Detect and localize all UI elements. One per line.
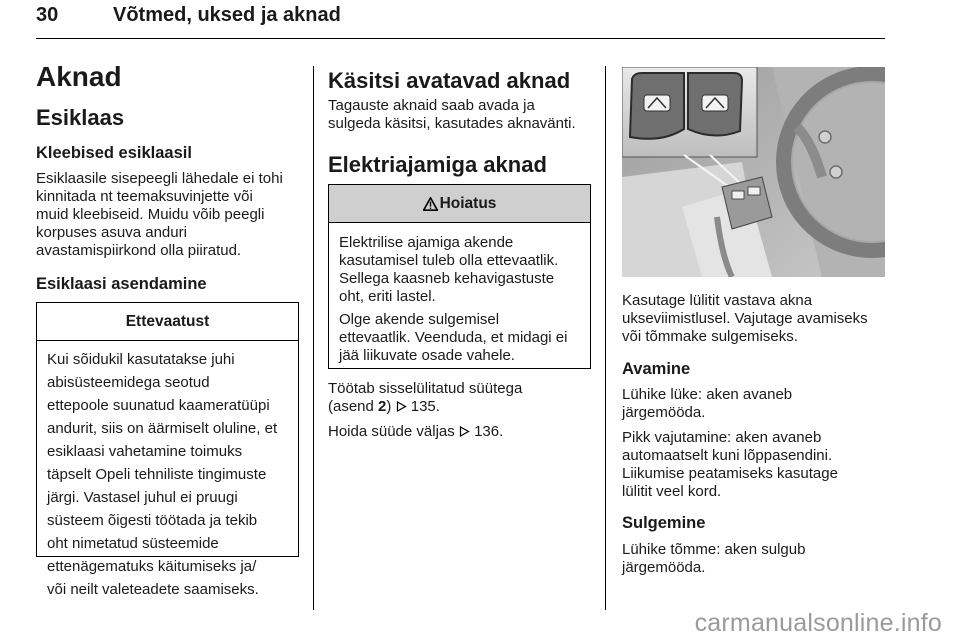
column-divider-1 bbox=[313, 66, 314, 610]
photo-caption bbox=[622, 292, 892, 346]
caution-box bbox=[36, 302, 299, 598]
text-line: täpselt Opeli tehniliste tingimuste bbox=[47, 466, 267, 483]
warning-paragraph-1 bbox=[339, 234, 580, 306]
text-line: Tagauste aknaid saab avada ja bbox=[328, 97, 535, 114]
warning-box-title: Hoiatus bbox=[439, 194, 497, 212]
text-line: abisüsteemidega seotud bbox=[47, 374, 210, 391]
text-line: Lühike tõmme: aken sulgub bbox=[622, 541, 806, 558]
warning-paragraph-2 bbox=[339, 311, 580, 365]
text-line: järgemööda. bbox=[622, 404, 706, 421]
text-line: Esiklaasile sisepeegli lähedale ei tohi bbox=[36, 170, 283, 187]
paragraph-manual-windows bbox=[328, 97, 598, 133]
text-line: andurit, siis on äärmiselt oluline, et bbox=[47, 420, 278, 437]
text-line: Pikk vajutamine: aken avaneb bbox=[622, 429, 822, 446]
running-head: Võtmed, uksed ja aknad bbox=[113, 4, 341, 26]
text-line: Kui sõidukil kasutatakse juhi bbox=[47, 351, 235, 368]
caution-box-title: Ettevaatust bbox=[37, 303, 298, 341]
text-line: esiklaasi vahetamine toimuks bbox=[47, 443, 243, 460]
warning-box bbox=[328, 184, 591, 369]
text-line: korpuses asuva anduri bbox=[36, 224, 187, 241]
text-line: lülitit veel kord. bbox=[622, 483, 722, 500]
warning-triangle-icon bbox=[423, 197, 438, 211]
subheading-opening: Avamine bbox=[622, 360, 691, 378]
text-line: Olge akende sulgemisel bbox=[339, 311, 500, 328]
text-line: ettenägematuks käitumiseks ja/ bbox=[47, 558, 257, 575]
section-heading-manual-windows: Käsitsi avatavad aknad bbox=[328, 68, 571, 93]
text-line: Liikumise peatamiseks kasutage bbox=[622, 465, 838, 482]
paragraph-ignition-off bbox=[328, 423, 598, 441]
text-line: kinnitada nt teemaksuvinjette või bbox=[36, 188, 253, 205]
ignition-position: 2 bbox=[378, 398, 387, 415]
text-line: ettevaatlik. Veenduda, et midagi ei bbox=[339, 329, 568, 346]
text-line: Sellega kaasneb kehavigastuste bbox=[339, 270, 555, 287]
text-line: ukseviimistlusel. Vajutage avamiseks bbox=[622, 310, 868, 327]
text-fragment: (asend bbox=[328, 398, 379, 415]
watermark: carmanualsonline.info bbox=[694, 609, 942, 637]
text-fragment: ) bbox=[386, 398, 396, 415]
text-line: avastamispiirkond olla piiratud. bbox=[36, 242, 242, 259]
header-rule bbox=[36, 38, 885, 39]
text-line: muid kleebiseid. Muidu võib peegli bbox=[36, 206, 265, 223]
text-line: või neilt valeteadete saamiseks. bbox=[47, 581, 259, 598]
page-title: Aknad bbox=[36, 61, 122, 92]
text-line: järgi. Vastasel juhul ei pruugi bbox=[47, 489, 238, 506]
text-line: automaatselt kuni lõppasendini. bbox=[622, 447, 833, 464]
window-switch-photo bbox=[622, 67, 885, 277]
page-reference-link[interactable]: 135. bbox=[406, 398, 440, 415]
text-line: Töötab sisselülitatud süütega bbox=[328, 380, 523, 397]
subheading-windscreen-replacement: Esiklaasi asendamine bbox=[36, 275, 207, 293]
page-reference-link[interactable]: 136. bbox=[469, 423, 504, 440]
text-line: kasutamisel tuleb olla ettevaatlik. bbox=[339, 252, 559, 269]
caution-box-body bbox=[37, 341, 298, 599]
page-reference-arrow-icon bbox=[459, 424, 470, 439]
text-line: Elektrilise ajamiga akende bbox=[339, 234, 514, 251]
paragraph-closing bbox=[622, 541, 892, 577]
text-line: Lühike lüke: aken avaneb bbox=[622, 386, 793, 403]
paragraph-opening-short bbox=[622, 386, 892, 422]
paragraph-stickers bbox=[36, 170, 306, 260]
warning-box-header bbox=[329, 185, 590, 223]
subheading-closing: Sulgemine bbox=[622, 514, 706, 532]
section-heading-windscreen: Esiklaas bbox=[36, 105, 125, 130]
text-line: oht, eriti lastel. bbox=[339, 288, 436, 305]
paragraph-opening-long bbox=[622, 429, 892, 501]
text-line bbox=[328, 398, 598, 416]
text-fragment: Hoida süüde väljas bbox=[328, 423, 459, 440]
section-heading-power-windows: Elektriajamiga aknad bbox=[328, 152, 547, 177]
page-reference-arrow-icon bbox=[396, 399, 407, 414]
text-line: oht nimetatud süsteemide bbox=[47, 535, 219, 552]
text-line: jää liikuvate osade vahele. bbox=[339, 347, 515, 364]
paragraph-ignition bbox=[328, 380, 598, 416]
warning-box-body bbox=[329, 223, 590, 365]
text-line bbox=[328, 423, 598, 441]
text-line: järgemööda. bbox=[622, 559, 706, 576]
text-line: Kasutage lülitit vastava akna bbox=[622, 292, 813, 309]
column-divider-2 bbox=[605, 66, 606, 610]
text-line: süsteem õigesti töötada ja tekib bbox=[47, 512, 258, 529]
text-line: sulgeda käsitsi, kasutades aknavänti. bbox=[328, 115, 576, 132]
text-line: või tõmmake sulgemiseks. bbox=[622, 328, 798, 345]
subheading-stickers: Kleebised esiklaasil bbox=[36, 144, 192, 162]
page-number: 30 bbox=[36, 4, 59, 26]
text-line: ettepoole suunatud kaameratüüpi bbox=[47, 397, 270, 414]
